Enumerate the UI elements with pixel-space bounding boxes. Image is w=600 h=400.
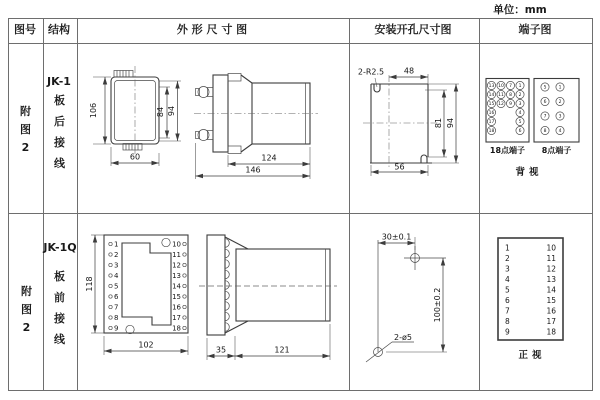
svg-text:14: 14 bbox=[172, 282, 181, 291]
svg-text:16: 16 bbox=[546, 306, 556, 316]
svg-text:17: 17 bbox=[546, 317, 556, 326]
svg-text:11: 11 bbox=[172, 251, 181, 260]
svg-text:4: 4 bbox=[558, 129, 562, 135]
svg-text:102: 102 bbox=[138, 340, 154, 350]
svg-text:56: 56 bbox=[394, 162, 405, 172]
svg-text:15: 15 bbox=[546, 296, 556, 305]
svg-text:16: 16 bbox=[488, 111, 495, 117]
svg-text:8: 8 bbox=[114, 314, 119, 323]
svg-text:13: 13 bbox=[488, 84, 495, 90]
row1-wiring: 板后接线 bbox=[54, 94, 65, 170]
header-outline: 外 形 尺 寸 图 bbox=[176, 23, 248, 36]
svg-text:60: 60 bbox=[129, 152, 141, 162]
row1-model: JK-1 bbox=[47, 75, 71, 88]
svg-text:18: 18 bbox=[546, 327, 556, 337]
front-terminals-right bbox=[172, 241, 186, 333]
terminal-8pt bbox=[534, 79, 579, 156]
jk1q-front-view bbox=[85, 235, 188, 355]
svg-text:124: 124 bbox=[261, 153, 277, 163]
dim-124 bbox=[228, 147, 310, 167]
mounting-slot bbox=[421, 155, 427, 163]
svg-text:7: 7 bbox=[543, 114, 547, 120]
dim-94-install bbox=[428, 84, 459, 163]
svg-text:3: 3 bbox=[518, 102, 522, 108]
svg-text:2: 2 bbox=[558, 100, 562, 106]
svg-text:10: 10 bbox=[172, 240, 181, 249]
header-figure-no: 图号 bbox=[14, 23, 36, 36]
svg-text:18: 18 bbox=[172, 324, 181, 333]
inner-cutout bbox=[122, 243, 171, 325]
row1-figure-no: 附图2 bbox=[20, 105, 31, 154]
svg-text:14: 14 bbox=[546, 285, 556, 295]
svg-text:8: 8 bbox=[505, 317, 510, 326]
svg-text:9: 9 bbox=[505, 327, 510, 337]
jk1-top-connector bbox=[114, 71, 133, 78]
svg-text:11: 11 bbox=[546, 254, 556, 263]
svg-text:15: 15 bbox=[488, 102, 495, 108]
row2-figure-no: 附图2 bbox=[21, 285, 32, 334]
svg-text:48: 48 bbox=[403, 66, 415, 76]
svg-text:14: 14 bbox=[488, 93, 495, 99]
svg-text:100±0.2: 100±0.2 bbox=[433, 287, 442, 323]
svg-text:8: 8 bbox=[543, 129, 547, 135]
svg-text:81: 81 bbox=[434, 117, 443, 129]
svg-text:13: 13 bbox=[172, 272, 181, 281]
dim-106 bbox=[89, 77, 111, 144]
svg-text:9: 9 bbox=[509, 102, 512, 108]
svg-text:106: 106 bbox=[89, 102, 98, 119]
svg-text:30±0.1: 30±0.1 bbox=[381, 232, 412, 242]
terminal-stud bbox=[196, 87, 214, 98]
svg-text:15: 15 bbox=[172, 293, 181, 302]
row1-view-label: 背视 bbox=[515, 167, 543, 178]
terminal-18pt-label: 18点端子 bbox=[489, 146, 526, 155]
jk1q-side-view bbox=[199, 235, 337, 360]
svg-text:1: 1 bbox=[114, 240, 119, 249]
svg-text:6: 6 bbox=[114, 293, 119, 302]
svg-text:2: 2 bbox=[114, 251, 119, 260]
terminal-18pt bbox=[486, 79, 529, 156]
svg-text:2: 2 bbox=[505, 254, 510, 263]
svg-text:94: 94 bbox=[446, 117, 455, 129]
svg-text:1: 1 bbox=[505, 243, 510, 253]
dim-56 bbox=[371, 163, 428, 177]
svg-text:8: 8 bbox=[509, 93, 512, 99]
svg-text:17: 17 bbox=[172, 314, 181, 323]
terminal-8pt-label: 8点端子 bbox=[541, 146, 572, 155]
unit-label: 单位：mm bbox=[493, 4, 547, 16]
front-terminals-left bbox=[109, 241, 119, 333]
svg-text:7: 7 bbox=[509, 84, 512, 90]
terminal-stud bbox=[196, 130, 214, 141]
holes-label bbox=[366, 333, 414, 362]
header-structure: 结构 bbox=[48, 23, 70, 36]
svg-text:4: 4 bbox=[518, 111, 522, 117]
row2-view-label: 正视 bbox=[518, 350, 546, 361]
dim-102 bbox=[104, 336, 188, 355]
svg-text:4: 4 bbox=[114, 272, 119, 281]
svg-text:18: 18 bbox=[488, 129, 495, 135]
svg-text:3: 3 bbox=[505, 264, 510, 274]
row2-model: JK-1Q bbox=[43, 241, 77, 254]
dim-35 bbox=[207, 336, 235, 360]
dim-121 bbox=[235, 324, 330, 360]
jk1-side-view bbox=[194, 74, 318, 180]
svg-text:12: 12 bbox=[498, 102, 504, 108]
svg-text:6: 6 bbox=[543, 100, 547, 106]
dim-48 bbox=[389, 67, 428, 85]
jk1-front-view bbox=[89, 66, 181, 166]
svg-text:6: 6 bbox=[518, 129, 522, 135]
svg-text:2-R2.5: 2-R2.5 bbox=[357, 67, 385, 77]
svg-text:6: 6 bbox=[505, 296, 510, 305]
header-terminal: 端子图 bbox=[518, 23, 552, 36]
svg-text:5: 5 bbox=[543, 85, 547, 91]
svg-text:118: 118 bbox=[85, 276, 94, 292]
terminal-screws bbox=[225, 239, 229, 332]
mounting-hole bbox=[126, 325, 134, 333]
svg-text:11: 11 bbox=[498, 93, 504, 99]
mounting-hole bbox=[162, 238, 170, 246]
svg-text:146: 146 bbox=[245, 165, 261, 175]
svg-text:1: 1 bbox=[518, 84, 522, 90]
svg-text:84: 84 bbox=[156, 106, 165, 118]
svg-text:4: 4 bbox=[505, 275, 510, 284]
svg-text:7: 7 bbox=[505, 306, 510, 316]
svg-text:16: 16 bbox=[172, 303, 181, 312]
svg-text:1: 1 bbox=[558, 85, 562, 91]
svg-text:35: 35 bbox=[215, 345, 227, 355]
svg-text:94: 94 bbox=[167, 105, 176, 117]
jk1-install-view bbox=[358, 67, 459, 177]
jk1q-terminal-box bbox=[498, 238, 563, 361]
svg-text:10: 10 bbox=[498, 84, 504, 90]
svg-text:2: 2 bbox=[518, 93, 522, 99]
svg-text:17: 17 bbox=[488, 120, 495, 126]
svg-text:3: 3 bbox=[558, 114, 562, 120]
svg-text:5: 5 bbox=[505, 285, 510, 295]
mounting-slot bbox=[374, 84, 380, 92]
svg-text:7: 7 bbox=[114, 303, 119, 312]
svg-text:9: 9 bbox=[114, 324, 119, 333]
svg-text:5: 5 bbox=[114, 282, 119, 291]
dim-30 bbox=[378, 233, 415, 251]
svg-text:13: 13 bbox=[546, 275, 556, 284]
dim-118 bbox=[85, 235, 104, 333]
svg-text:3: 3 bbox=[114, 261, 119, 270]
row2-wiring: 板前接线 bbox=[54, 270, 65, 346]
svg-text:12: 12 bbox=[172, 261, 181, 270]
svg-text:5: 5 bbox=[518, 120, 522, 126]
svg-text:121: 121 bbox=[274, 345, 290, 355]
svg-text:2-ø5: 2-ø5 bbox=[394, 333, 412, 342]
header-install: 安装开孔尺寸图 bbox=[374, 23, 452, 36]
svg-text:10: 10 bbox=[546, 243, 556, 253]
jk1q-install-view bbox=[366, 233, 447, 363]
svg-text:12: 12 bbox=[546, 264, 556, 274]
